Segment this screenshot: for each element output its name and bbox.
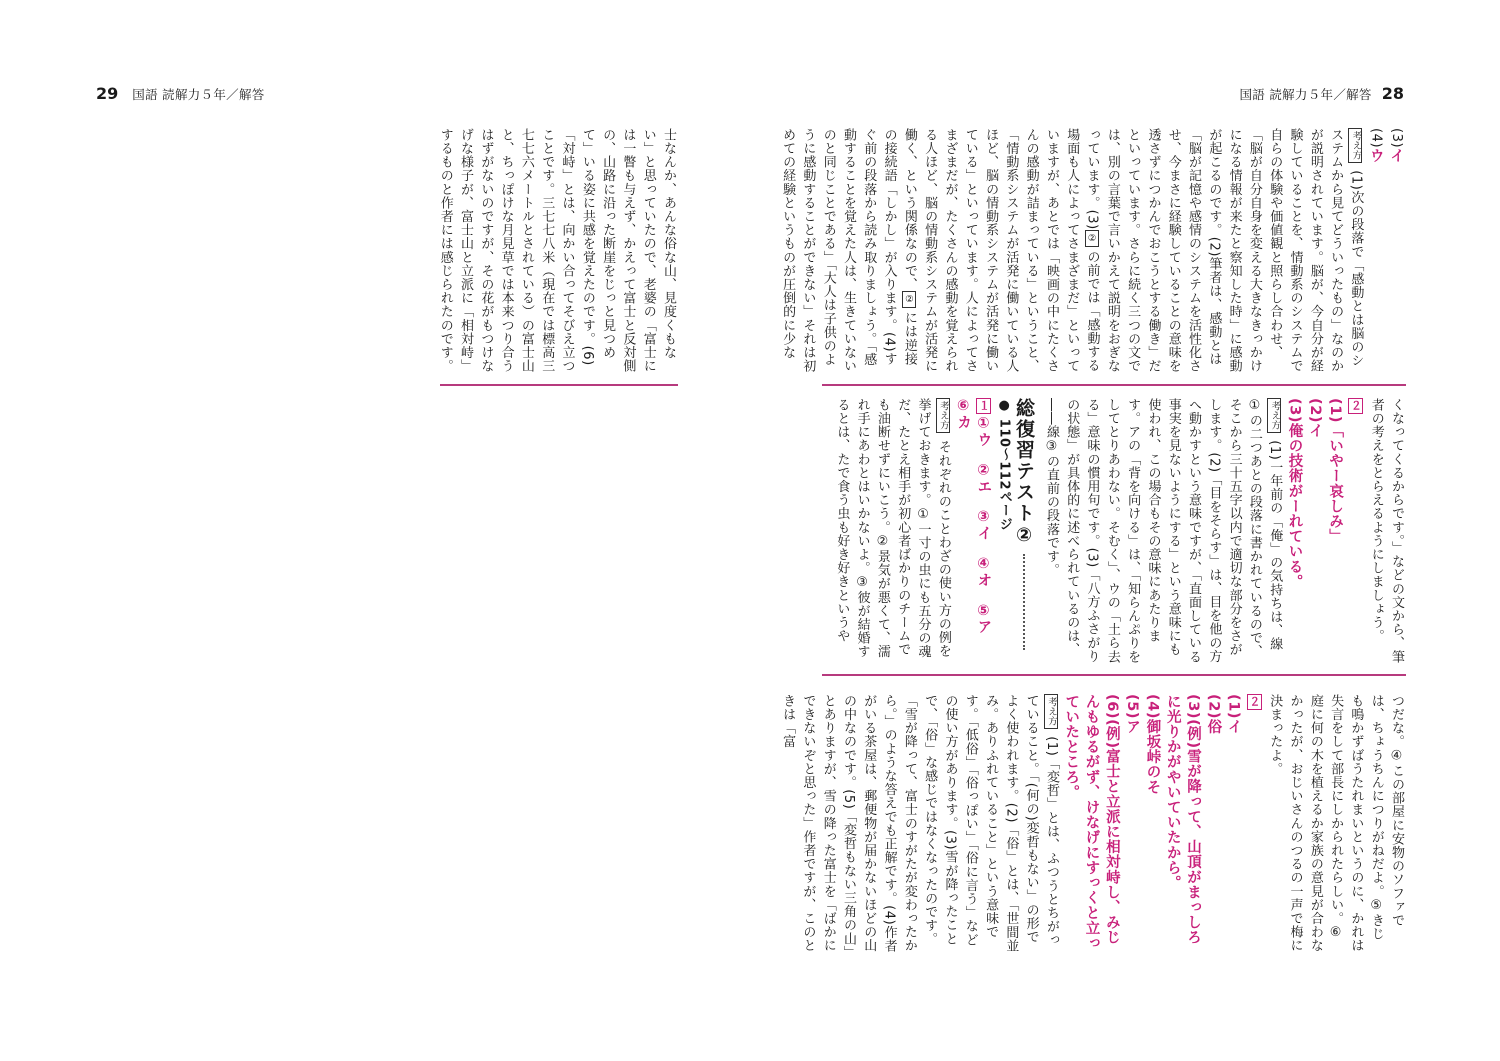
answer-block-right-bottom (780, 694, 1406, 954)
question-number-box: ２ (1349, 400, 1363, 412)
answer-block-right-mid (1040, 398, 1406, 666)
explanation-text: (1)一年前の「俺」の気持ちは、線①の二つあとの段落に書かれているので、そこから三十五字以内で適切な部分をさがします。(2)「目をそらす」は、目を他の方へ動かすという意味ですが、「直面している事実を見ないようにする」という意味にも使われ、この場合もその意味にあたります。アの「背を向ける」は、「知らんぷりをしてとりあわない。そむく」、ウの「土ら去る」意味の慣用句です。(3)「八方ふさがりの状態」が具体的に述べられているのは、――線③の直前の段落です。 (1043, 398, 1283, 664)
divider-rule-right-bottom (822, 674, 1406, 676)
page-header-right (1239, 84, 1404, 103)
explanation-text-top: つだな。④この部屋に安物のソファでは、ちょうちんにつりがねだよ。⑤きじも鳴かずばうたれまいというのに、かれは失言をして部長にしかられたらしい。⑥庭に何の木を植えるか家族の意見が合わなかったが、おじいさんのつるの一声で梅に決まったよ。 (1267, 694, 1404, 953)
answer-4: (4)御坂峠のそ (1144, 694, 1161, 795)
explanation-text-left: 士なんか、あんな俗な山、見度くもない」と思っていたので、老婆の「富士には一瞥も与えず、かえって富士と反対側の、山路に沿った断崖をじっと見つめて」いる姿に共感を覚えたのです。(6)「対峙」とは、向かい合ってそびえ立つことです。三七七八米（現在では標高三七七六メートルとされている）の富士山と、ちっぽけな月見草では本来つり合うはずがないのですが、その花がもつけなげな様子が、富士山と立派に「相対峙」するものと作者には感じられたのです。 (437, 128, 676, 373)
explanation-text-3: には逆接の接続語「しかし」が入ります。(4)すぐ前の段落から読み取りましょう。「感動することを覚えた人は、生きていないのと同じことである」「大人は子供のように感動することができない」それは初めての経験というものが圧倒的に少な (780, 128, 917, 373)
answer-3: イ (1388, 148, 1404, 164)
dotted-leader (1023, 554, 1025, 650)
page-title-right: 国語 読解力５年／解答 (1239, 87, 1372, 102)
kangaekata-label: 考え方 (1044, 694, 1058, 729)
section-title: 総復習テスト (1013, 398, 1035, 524)
answer-4: ウ (1367, 148, 1384, 164)
explanation-text-2: の前では「感動する場面も人によってさまざまだ」といっていますが、あとでは「映画の中にたくさんの感動が詰まっている」ということ、「情動系システムが活発に働いている人ほど、脳の情動系システムが活発に働いている」といっています。人によってさまざまだが、たくさんの感動を覚えられる人ほど、脳の情動系システムが活発に働く、という関係なので、 (901, 128, 1100, 373)
answer-5: (5)ア (1124, 694, 1141, 735)
explanation-text: (1)次の段落で「感動とは脳のシステムから見てどういったもの」なのかが説明されています。脳が、今自分が経験していることを、情動系のシステムで自らの体験や価値観と照らし合わせ、「脳が自分自身を変える大きなきっかけになる情報が来たと察知した時」に感動が起こるのです。(2)筆者は、感動とは「脳が記憶や感情のシステムを活性化させ、今まさに経験していることの意味を透さずにつかんでおこうとする働き」だといっています。さらに続く三つの文では、別の言葉で言いかえて説明をおぎなっています。(3) (1084, 128, 1364, 373)
text-block-left-top (437, 128, 678, 378)
question-number-box: １ (977, 400, 991, 412)
answer-1: (1)「いやー哀しみ」 (1327, 398, 1344, 544)
test-section (822, 398, 1034, 666)
answer-6: (6)(例)富士と立派に相対峙し、みじんもゆるがず、けなげにすっくと立っていたところ。 (1063, 694, 1120, 951)
blank-box-2: ② (902, 291, 916, 308)
answer-3: (3)俺の技術がーれている。 (1286, 398, 1303, 590)
answer-4-number: (4) (1368, 128, 1384, 149)
page-header-left (96, 84, 265, 103)
answer-block-right-top (780, 128, 1406, 378)
kangaekata-label: 考え方 (1348, 128, 1362, 163)
page-range: ● 110〜112ページ (996, 398, 1012, 531)
explanation-text: (1)「変哲」とは、ふつうとちがっていること。「(何の)変哲もない」の形でよく使われます。(2)「俗」とは、「世間並み。ありふれていること」という意味です。「低俗」「俗っぽい」「俗に言う」などの使い方があります。(3)雪が降ったことで、「俗」な感じではなくなったのです。「雪が降って、富士のすがたが変わったから。」のような答えでも正解です。(4)作者がいる茶屋は、郵便物が届かないほどの山の中なのです。(5)「変哲もない三角の山」とありますが、雪の降った富士を「ばかにできないぞと思った」作者ですが、このときは「富 (780, 694, 1059, 953)
answer-1: (1)イ (1225, 694, 1242, 735)
explanation-text-top: くなってくるからです。」などの文から、筆者の考えをとらえるようにしましょう。 (1368, 398, 1404, 664)
page-number-left: 29 (96, 84, 119, 103)
explanation-text: それぞれのことわざの使い方の例を挙げておきます。①一寸の虫にも五分の魂だ、たとえ相手が初心者ばかりのチームでも油断せずにいこう。②景気が悪くて、濡れ手にあわとはいかないよ。③彼が結婚するとは、たで食う虫も好き好きというや (834, 398, 951, 659)
page-title-left: 国語 読解力５年／解答 (132, 87, 265, 102)
page-number-right: 28 (1381, 84, 1404, 103)
answer-line: ①ウ ②エ ③イ ④オ ⑤ア ⑥カ (955, 398, 992, 650)
section-number: ② (1013, 524, 1035, 548)
kangaekata-label: 考え方 (1267, 398, 1281, 433)
kangaekata-label: 考え方 (936, 398, 950, 433)
answer-2: (2)イ (1306, 398, 1323, 439)
answer-3: (3)(例)雪が降って、山頂がまっしろに光りかがやいていたから。 (1164, 694, 1202, 945)
blank-box: ② (1085, 230, 1099, 247)
divider-rule-left (440, 384, 678, 386)
divider-rule-right-top (822, 384, 1406, 386)
answer-3-number: (3) (1389, 128, 1404, 149)
answer-2: (2)俗 (1205, 694, 1222, 735)
question-number-box: ２ (1247, 696, 1261, 708)
